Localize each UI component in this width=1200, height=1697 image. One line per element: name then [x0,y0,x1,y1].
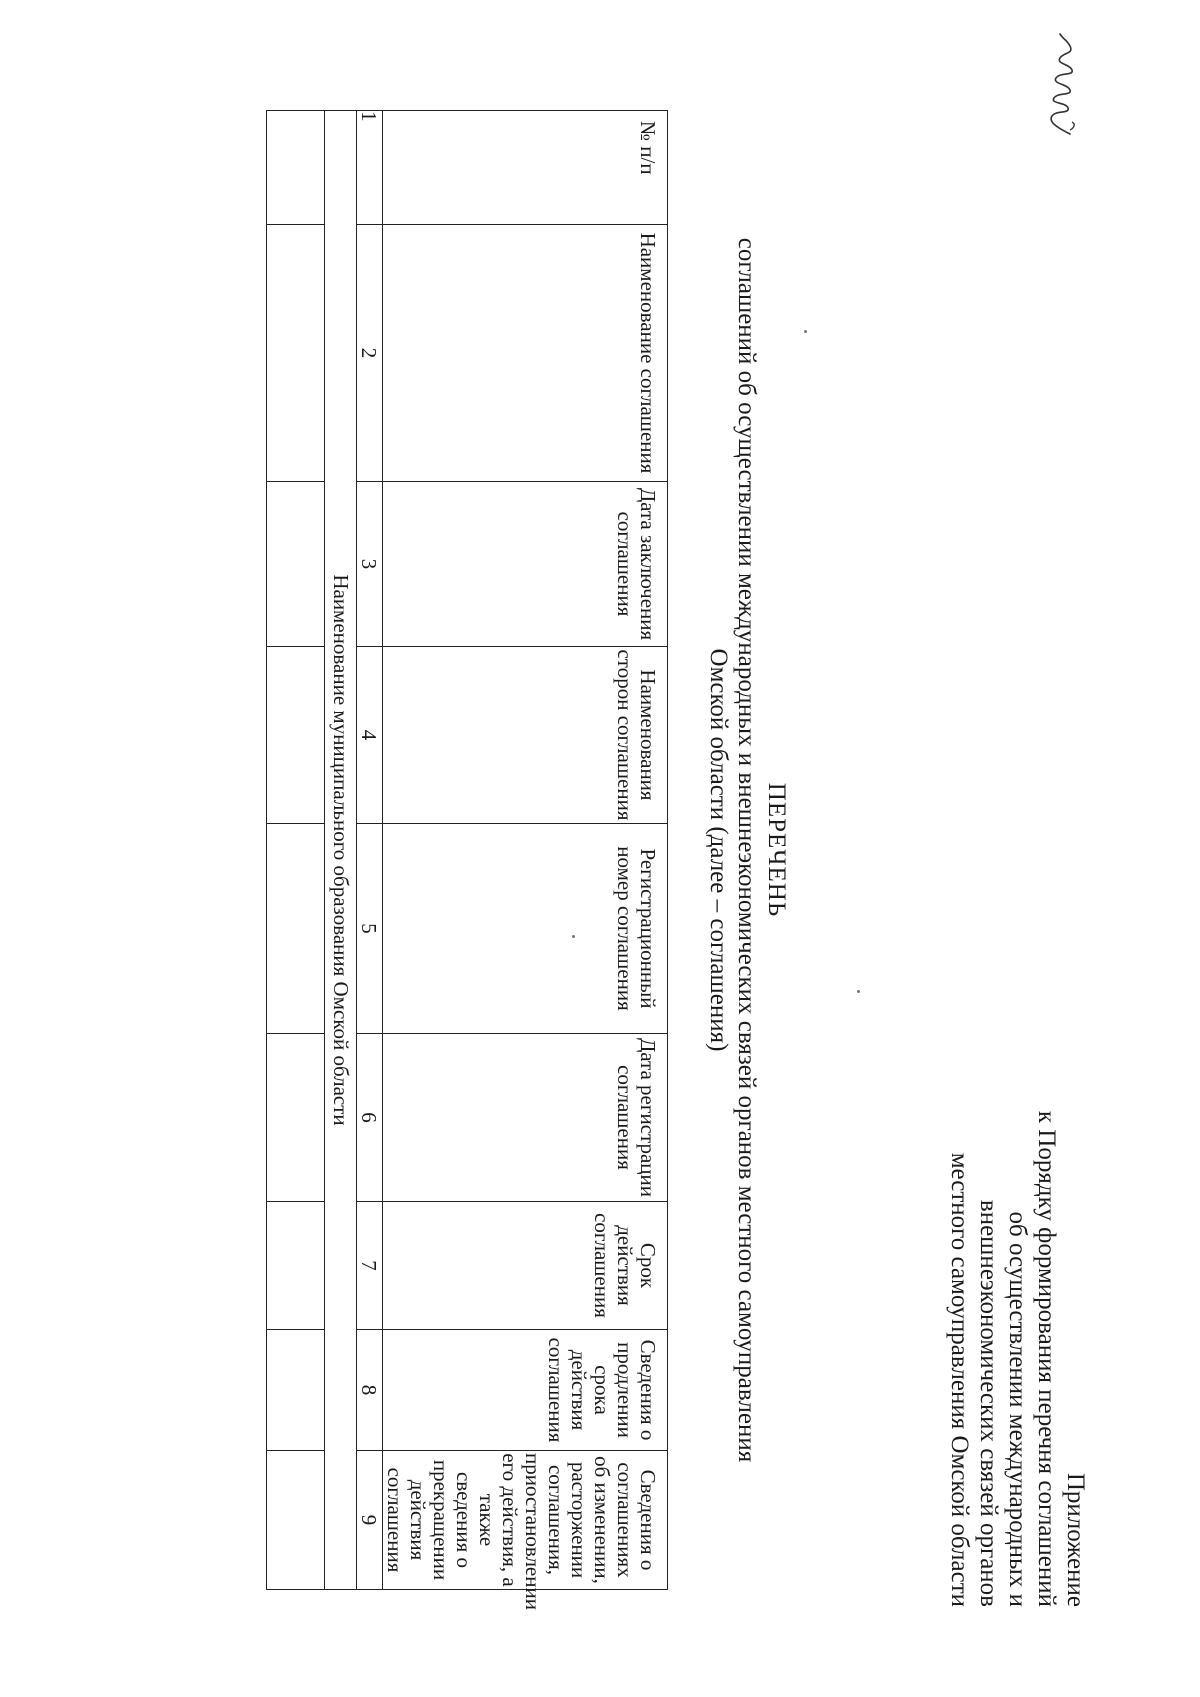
table-cell [267,225,325,482]
column-number-row [357,111,383,1590]
column-header-changes-info: Сведения о соглашениях об изменении, расторжении соглашения, приостановлении его действия, а также сведения о прекращении действия соглашения [383,1451,668,1590]
column-header-registration-number: Регистрационный номер соглашения [383,824,668,1034]
appendix-header [945,907,1090,1607]
document-subtitle-continued: Омской области (далее – соглашения) [705,648,732,1052]
column-header-validity-period: Срок действия соглашения [383,1202,668,1330]
appendix-line: местного самоуправления Омской области [946,1152,973,1607]
document-title: ПЕРЕЧЕНЬ [763,782,790,918]
column-header-extension-info: Сведения о продлении срока действия соглашения [383,1330,668,1451]
document-heading [704,110,790,1590]
table-cell [267,1202,325,1330]
scan-speck [804,330,807,333]
column-number: 1 [357,111,383,225]
table-header-row [383,111,668,1590]
scan-speck [572,935,575,938]
column-number: 8 [357,1330,383,1451]
column-header-conclusion-date: Дата заключения соглашения [383,482,668,647]
table-cell [267,824,325,1034]
column-header-name: Наименование соглашения [383,225,668,482]
column-header-number: № п/п [383,111,668,225]
table-cell [267,1034,325,1202]
column-header-registration-date: Дата регистрации соглашения [383,1034,668,1202]
column-number: 2 [357,225,383,482]
table-cell [267,482,325,647]
appendix-line: Приложение [1062,1472,1089,1607]
column-number: 6 [357,1034,383,1202]
column-number: 3 [357,482,383,647]
table-cell [267,111,325,225]
appendix-line: внешнеэкономических связей органов [975,1199,1002,1607]
table-cell [267,1451,325,1590]
appendix-line: к Порядку формирования перечня соглашений [1033,1110,1060,1607]
table-cell [267,1330,325,1451]
column-header-parties: Наименования сторон соглашения [383,647,668,824]
table-cell [267,647,325,824]
handwritten-signature [1040,30,1080,140]
column-number: 9 [357,1451,383,1590]
scan-speck [857,990,860,993]
column-number: 5 [357,824,383,1034]
table-row [267,111,325,1590]
municipality-section-row [325,111,357,1590]
document-subtitle: соглашений об осуществлении международных и внешнеэкономических связей органов местного самоуправления [733,237,760,1463]
column-number: 4 [357,647,383,824]
municipality-section-label: Наименование муниципального образования Омской области [325,111,357,1590]
agreements-table [266,110,668,1610]
column-number: 7 [357,1202,383,1330]
appendix-line: об осуществлении международных и [1004,1211,1031,1607]
